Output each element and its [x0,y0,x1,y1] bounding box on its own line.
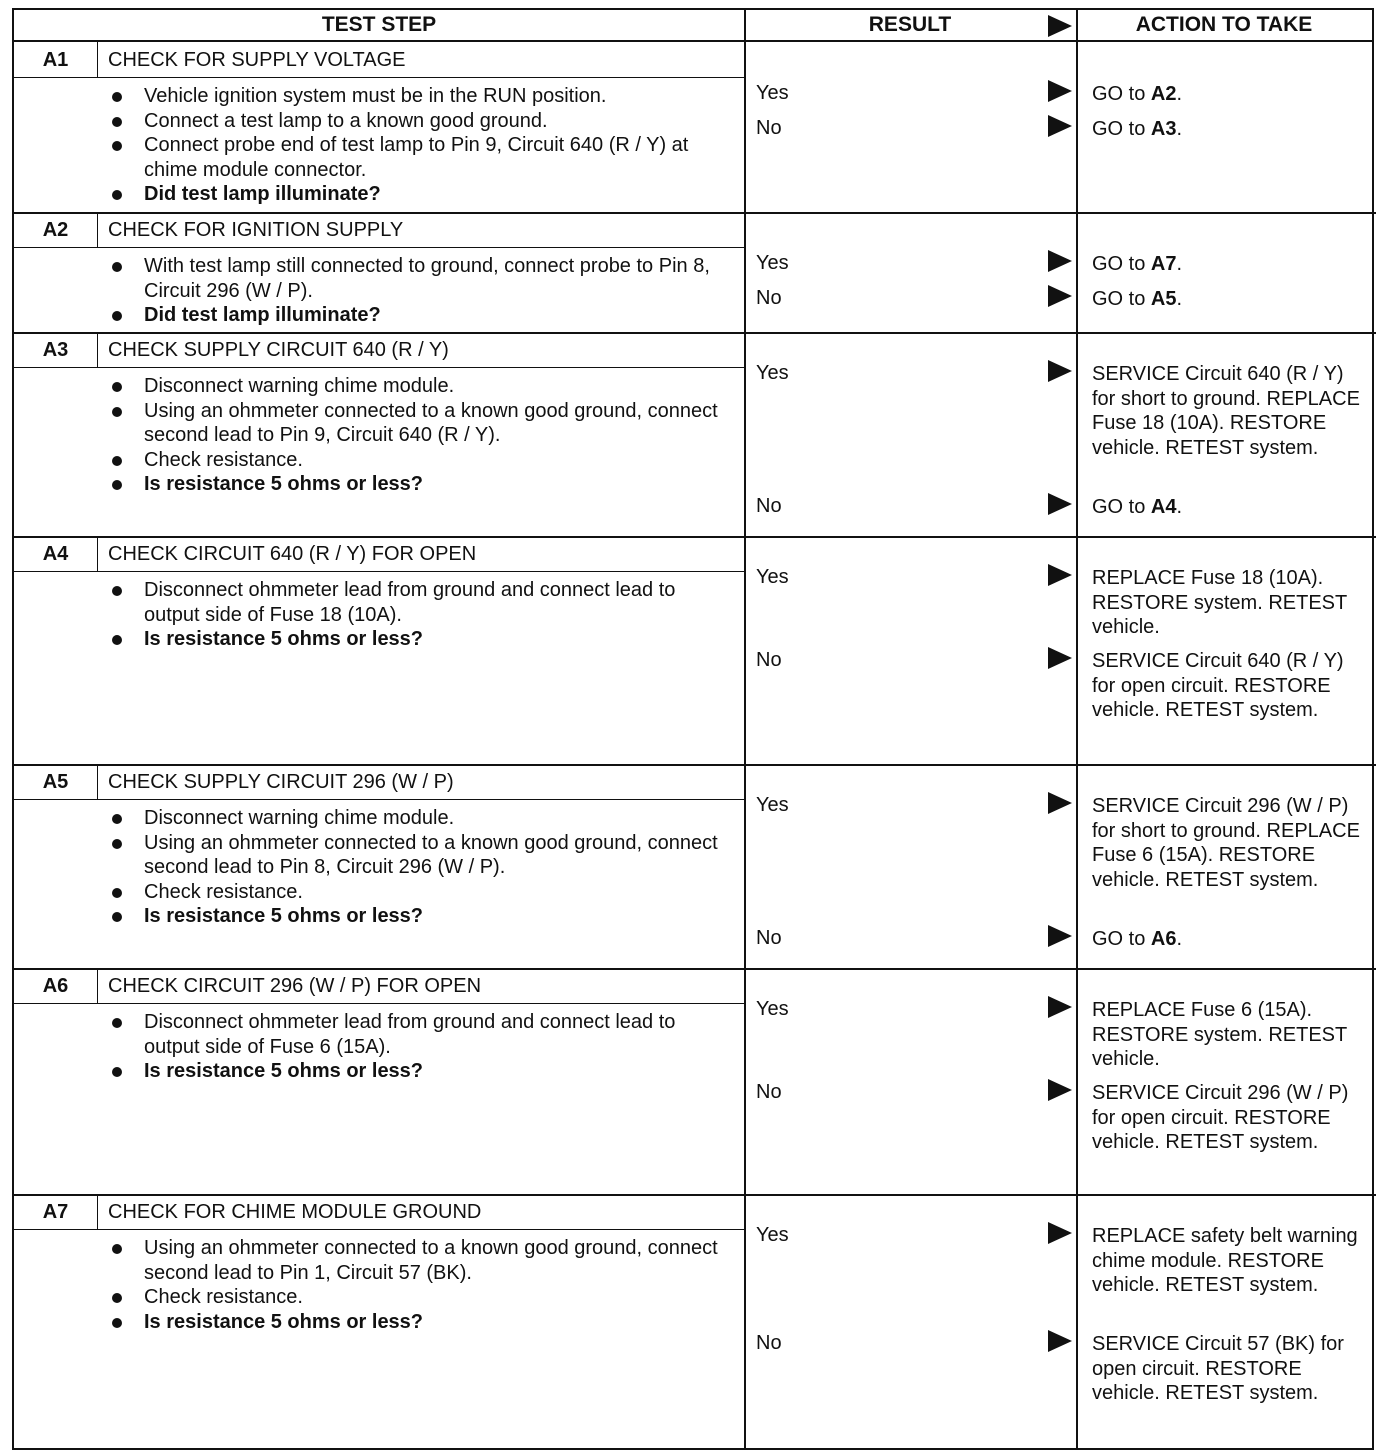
action-text: GO to [1092,118,1151,140]
test-step-a3 [14,332,1376,536]
arrow-right-icon [1048,792,1072,814]
action-suffix: . [1176,253,1183,275]
instruction-item: Disconnect warning chime module. [106,374,726,399]
action-text: REPLACE Fuse 18 (10A). RESTORE system. RETEST vehicle. [1092,567,1347,638]
result-no: No [756,1081,782,1103]
step-question: Did test lamp illuminate? [106,182,726,207]
result-yes: Yes [756,794,789,816]
result-yes: Yes [756,998,789,1020]
result-no: No [756,117,782,139]
step-title: CHECK FOR CHIME MODULE GROUND [108,1200,482,1223]
action-text: SERVICE Circuit 640 (R / Y) for open circuit. RESTORE vehicle. RETEST system. [1092,650,1344,721]
step-title: CHECK SUPPLY CIRCUIT 296 (W / P) [108,770,454,793]
step-instructions [106,374,726,497]
action-to-take [1092,252,1372,277]
header-result: RESULT [744,10,1076,42]
action-to-take [1092,998,1372,1072]
action-to-take [1092,566,1372,640]
arrow-right-icon [1048,925,1072,947]
step-id: A5 [14,764,98,800]
instruction-item: With test lamp still connected to ground, connect probe to Pin 8, Circuit 296 (W / P). [106,254,726,303]
step-question: Is resistance 5 ohms or less? [106,904,726,929]
instruction-item: Connect a test lamp to a known good ground. [106,109,726,134]
step-instructions [106,84,726,207]
test-step-a2 [14,212,1376,332]
arrow-right-icon [1048,285,1072,307]
action-text: GO to [1092,928,1151,950]
action-to-take [1092,1081,1372,1155]
action-text: GO to [1092,288,1151,310]
arrow-right-icon [1048,996,1072,1018]
action-step-ref: A5 [1150,288,1177,310]
step-id: A4 [14,536,98,572]
action-step-ref: A3 [1150,118,1177,140]
instruction-item: Disconnect warning chime module. [106,806,726,831]
arrow-right-icon [1048,564,1072,586]
instruction-item: Disconnect ohmmeter lead from ground and connect lead to output side of Fuse 6 (15A). [106,1010,726,1059]
action-text: REPLACE Fuse 6 (15A). RESTORE system. RETEST vehicle. [1092,999,1347,1070]
step-question: Did test lamp illuminate? [106,303,726,328]
step-title: CHECK FOR IGNITION SUPPLY [108,218,404,241]
result-yes: Yes [756,252,789,274]
step-title: CHECK CIRCUIT 296 (W / P) FOR OPEN [108,974,482,997]
step-id: A2 [14,212,98,248]
action-to-take [1092,927,1372,952]
action-to-take [1092,117,1372,142]
arrow-right-icon [1048,360,1072,382]
step-header [14,332,744,368]
action-to-take [1092,1332,1372,1406]
action-to-take [1092,495,1372,520]
arrow-right-icon [1048,647,1072,669]
result-no: No [756,649,782,671]
step-header [14,212,744,248]
instruction-item: Using an ohmmeter connected to a known good ground, connect second lead to Pin 8, Circuit 296 (W / P). [106,831,726,880]
action-suffix: . [1176,928,1183,950]
action-to-take [1092,1224,1372,1298]
action-to-take [1092,649,1372,723]
test-step-a5 [14,764,1376,968]
result-no: No [756,495,782,517]
arrow-right-icon [1048,1222,1072,1244]
arrow-right-icon [1048,80,1072,102]
instruction-item: Vehicle ignition system must be in the RUN position. [106,84,726,109]
instruction-item: Using an ohmmeter connected to a known good ground, connect second lead to Pin 1, Circuit 57 (BK). [106,1236,726,1285]
step-question: Is resistance 5 ohms or less? [106,1310,726,1335]
arrow-right-icon [1048,250,1072,272]
test-step-a4 [14,536,1376,764]
action-step-ref: A6 [1150,928,1177,950]
instruction-item: Disconnect ohmmeter lead from ground and connect lead to output side of Fuse 18 (10A). [106,578,726,627]
action-text: REPLACE safety belt warning chime module. RESTORE vehicle. RETEST system. [1092,1225,1358,1296]
test-step-a6 [14,968,1376,1194]
header-test-step: TEST STEP [14,10,744,42]
action-step-ref: A4 [1150,496,1177,518]
arrow-right-icon [1048,1079,1072,1101]
action-text: GO to [1092,83,1151,105]
action-to-take [1092,794,1372,892]
arrow-right-icon [1048,493,1072,515]
test-step-a7 [14,1194,1376,1450]
diagnostic-table [12,8,1374,1450]
step-title: CHECK FOR SUPPLY VOLTAGE [108,48,406,71]
action-suffix: . [1176,118,1183,140]
instruction-item: Check resistance. [106,880,726,905]
instruction-item: Check resistance. [106,1285,726,1310]
result-yes: Yes [756,82,789,104]
test-step-a1 [14,42,1376,212]
instruction-item: Using an ohmmeter connected to a known good ground, connect second lead to Pin 9, Circuit 640 (R / Y). [106,399,726,448]
step-instructions [106,254,726,328]
action-suffix: . [1176,83,1183,105]
arrow-right-icon [1048,115,1072,137]
step-instructions [106,1236,726,1334]
action-text: SERVICE Circuit 296 (W / P) for open circuit. RESTORE vehicle. RETEST system. [1092,1082,1349,1153]
step-id: A7 [14,1194,98,1230]
action-step-ref: A2 [1150,83,1177,105]
step-id: A1 [14,42,98,78]
step-instructions [106,1010,726,1084]
step-title: CHECK CIRCUIT 640 (R / Y) FOR OPEN [108,542,477,565]
step-header [14,42,744,78]
action-text: GO to [1092,253,1151,275]
action-suffix: . [1176,496,1183,518]
header-arrow-icon [1048,15,1072,37]
step-title: CHECK SUPPLY CIRCUIT 640 (R / Y) [108,338,449,361]
step-question: Is resistance 5 ohms or less? [106,472,726,497]
step-instructions [106,578,726,652]
action-to-take [1092,82,1372,107]
instruction-item: Check resistance. [106,448,726,473]
action-to-take [1092,362,1372,460]
instruction-item: Connect probe end of test lamp to Pin 9, Circuit 640 (R / Y) at chime module connector. [106,133,726,182]
action-text: SERVICE Circuit 296 (W / P) for short to ground. REPLACE Fuse 6 (15A). RESTORE vehicle. RETEST system. [1092,795,1360,891]
action-to-take [1092,287,1372,312]
step-header [14,536,744,572]
step-id: A6 [14,968,98,1004]
result-no: No [756,287,782,309]
step-header [14,968,744,1004]
step-header [14,1194,744,1230]
result-no: No [756,1332,782,1354]
arrow-right-icon [1048,1330,1072,1352]
action-text: SERVICE Circuit 640 (R / Y) for short to ground. REPLACE Fuse 18 (10A). RESTORE vehicle. RETEST system. [1092,363,1360,459]
step-id: A3 [14,332,98,368]
step-header [14,764,744,800]
action-text: SERVICE Circuit 57 (BK) for open circuit. RESTORE vehicle. RETEST system. [1092,1333,1344,1404]
action-text: GO to [1092,496,1151,518]
result-yes: Yes [756,362,789,384]
step-instructions [106,806,726,929]
action-suffix: . [1176,288,1183,310]
result-yes: Yes [756,566,789,588]
action-step-ref: A7 [1150,253,1177,275]
step-question: Is resistance 5 ohms or less? [106,627,726,652]
header-action: ACTION TO TAKE [1076,10,1372,42]
result-yes: Yes [756,1224,789,1246]
step-question: Is resistance 5 ohms or less? [106,1059,726,1084]
result-no: No [756,927,782,949]
